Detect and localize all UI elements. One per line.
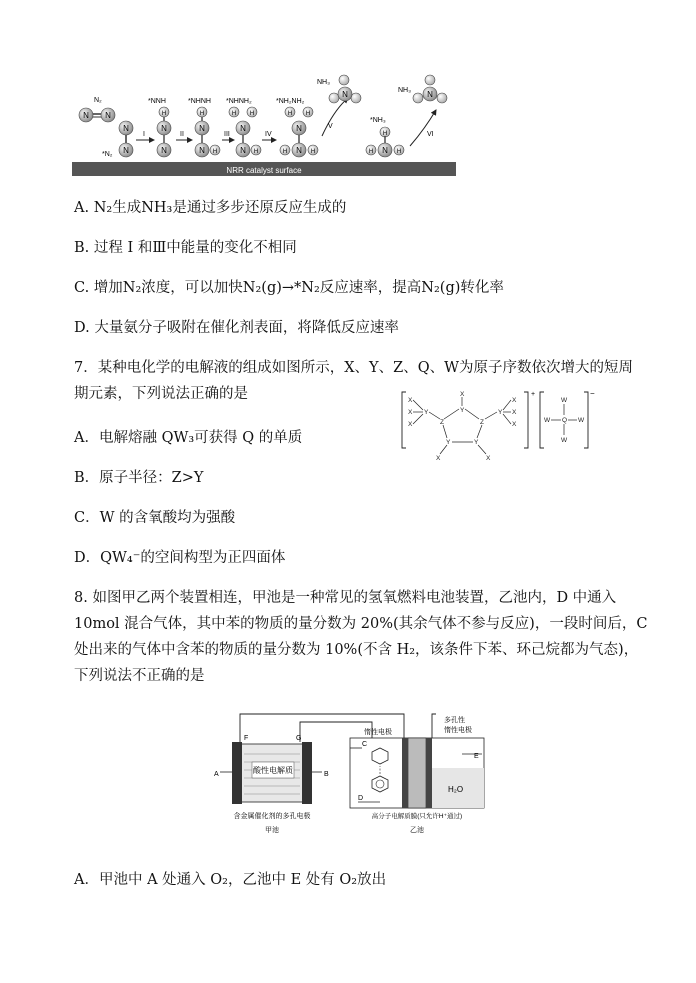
yi-left-electrode xyxy=(402,738,408,808)
svg-text:多孔性: 多孔性 xyxy=(444,717,465,724)
svg-text:+: + xyxy=(531,391,536,398)
svg-text:N: N xyxy=(161,124,167,133)
svg-text:W: W xyxy=(544,417,551,424)
svg-text:W: W xyxy=(578,417,585,424)
svg-text:甲池: 甲池 xyxy=(265,827,279,834)
svg-text:−: − xyxy=(590,389,595,398)
svg-text:*NHNH₂: *NHNH₂ xyxy=(226,98,252,105)
adsorbed-n2 xyxy=(102,121,133,158)
q7-option-a: A．电解熔融 QW₃可获得 Q 的单质 xyxy=(74,430,303,446)
adsorbed-nhnh2 xyxy=(226,98,261,157)
svg-text:F: F xyxy=(244,735,249,742)
adsorbed-nh2nh2 xyxy=(276,98,318,157)
svg-text:VI: VI xyxy=(427,131,434,138)
svg-text:H: H xyxy=(368,149,374,155)
svg-text:X: X xyxy=(512,397,517,404)
svg-text:N: N xyxy=(123,124,129,133)
svg-text:N₂: N₂ xyxy=(94,97,102,104)
svg-text:X: X xyxy=(512,409,517,416)
svg-text:惰性电极: 惰性电极 xyxy=(444,727,472,734)
svg-text:N: N xyxy=(240,124,246,133)
q6-option-b: B. 过程 I 和Ⅲ中能量的变化不相同 xyxy=(74,240,297,256)
svg-text:II: II xyxy=(180,131,184,138)
svg-text:NH₃: NH₃ xyxy=(398,87,411,94)
svg-text:X: X xyxy=(486,455,491,462)
svg-text:Z: Z xyxy=(440,419,444,426)
svg-text:H: H xyxy=(287,111,293,117)
svg-text:X: X xyxy=(408,409,413,416)
n2-gas-molecule xyxy=(79,97,115,122)
jia-left-electrode xyxy=(232,742,242,804)
svg-text:Y: Y xyxy=(460,407,465,414)
svg-text:H: H xyxy=(382,131,388,137)
svg-text:C: C xyxy=(362,741,368,748)
svg-text:惰性电极: 惰性电极 xyxy=(364,729,392,736)
svg-text:III: III xyxy=(224,131,230,138)
nrr-mechanism-figure xyxy=(72,70,462,180)
yi-membrane xyxy=(408,738,426,808)
svg-text:N: N xyxy=(342,90,348,99)
svg-text:*NHNH: *NHNH xyxy=(188,98,211,105)
svg-text:Y: Y xyxy=(424,409,429,416)
svg-text:X: X xyxy=(460,391,465,398)
q8-option-a: A．甲池中 A 处通入 O₂，乙池中 E 处有 O₂放出 xyxy=(74,872,387,888)
svg-text:H: H xyxy=(212,149,218,155)
svg-text:N: N xyxy=(296,146,302,155)
released-nh3-first xyxy=(317,75,361,103)
svg-text:G: G xyxy=(296,735,302,742)
svg-text:N: N xyxy=(83,111,89,120)
svg-text:含金属催化剂的多孔电极: 含金属催化剂的多孔电极 xyxy=(233,813,311,820)
svg-text:H: H xyxy=(199,111,205,117)
svg-text:H: H xyxy=(282,149,288,155)
svg-text:N: N xyxy=(240,146,246,155)
svg-text:X: X xyxy=(408,397,413,404)
svg-text:高分子电解质膜(只允许H⁺通过): 高分子电解质膜(只允许H⁺通过) xyxy=(371,813,463,820)
svg-text:H: H xyxy=(231,111,237,117)
svg-text:N: N xyxy=(427,90,433,99)
svg-text:Z: Z xyxy=(480,419,484,426)
svg-text:H: H xyxy=(161,111,167,117)
svg-text:*N₂: *N₂ xyxy=(102,151,113,158)
svg-text:Y: Y xyxy=(474,439,479,446)
q6-option-d: D. 大量氨分子吸附在催化剂表面，将降低反应速率 xyxy=(74,320,399,336)
svg-text:W: W xyxy=(561,437,568,444)
svg-text:*NH₂NH₂: *NH₂NH₂ xyxy=(276,98,305,105)
q7-option-c: C．W 的含氧酸均为强酸 xyxy=(74,510,236,526)
svg-text:W: W xyxy=(561,397,568,404)
jia-right-electrode xyxy=(302,742,312,804)
q7-option-b: B．原子半径：Z>Y xyxy=(74,470,204,486)
svg-text:Q: Q xyxy=(562,417,568,424)
svg-text:Y: Y xyxy=(498,409,503,416)
svg-text:*NNH: *NNH xyxy=(148,98,166,105)
adsorbed-nh3 xyxy=(366,117,404,157)
svg-text:A: A xyxy=(214,771,219,778)
q7-option-d: D．QW₄⁻的空间构型为正四面体 xyxy=(74,550,286,566)
svg-text:N: N xyxy=(296,124,302,133)
svg-text:Y: Y xyxy=(446,439,451,446)
svg-text:H: H xyxy=(249,111,255,117)
svg-text:H: H xyxy=(253,149,259,155)
q6-option-a: A. N₂生成NH₃是通过多步还原反应生成的 xyxy=(74,200,347,216)
svg-text:X: X xyxy=(512,421,517,428)
svg-text:V: V xyxy=(328,123,333,130)
adsorbed-nhnh xyxy=(188,98,220,157)
q8-stem-line1: 8. 如图甲乙两个装置相连，甲池是一种常见的氢氧燃料电池装置，乙池内，D 中通入 xyxy=(74,590,617,606)
svg-text:X: X xyxy=(408,421,413,428)
svg-text:N: N xyxy=(382,146,388,155)
svg-text:H: H xyxy=(396,149,402,155)
svg-text:N: N xyxy=(123,146,129,155)
svg-text:H: H xyxy=(310,149,316,155)
svg-text:N: N xyxy=(199,146,205,155)
q7-stem-line2: 期元素，下列说法正确的是 xyxy=(74,386,248,402)
svg-text:N: N xyxy=(161,146,167,155)
yi-right-electrode xyxy=(426,738,432,808)
q7-stem-line1: 7．某种电化学的电解液的组成如图所示，X、Y、Z、Q、W为原子序数依次增大的短周 xyxy=(74,360,633,376)
svg-text:NH₃: NH₃ xyxy=(317,79,330,86)
svg-text:*NH₃: *NH₃ xyxy=(370,117,386,124)
svg-text:乙池: 乙池 xyxy=(410,827,424,834)
q8-stem-line4: 下列说法不正确的是 xyxy=(74,668,205,684)
svg-text:B: B xyxy=(324,771,329,778)
svg-text:酸性电解质: 酸性电解质 xyxy=(253,766,293,775)
svg-text:E: E xyxy=(474,753,479,760)
svg-text:I: I xyxy=(143,131,145,138)
released-nh3-second xyxy=(398,75,447,103)
q8-electrolysis-apparatus-figure xyxy=(212,708,494,838)
q7-electrolyte-structure-figure xyxy=(400,388,600,464)
svg-text:H₂O: H₂O xyxy=(448,785,464,794)
surface-label: NRR catalyst surface xyxy=(226,166,302,175)
svg-text:D: D xyxy=(358,795,364,802)
q8-stem-line2: 10mol 混合气体，其中苯的物质的量分数为 20%(其余气体不参与反应)，一段时间后，C xyxy=(74,616,648,632)
svg-text:X: X xyxy=(436,455,441,462)
svg-text:IV: IV xyxy=(265,131,272,138)
svg-text:H: H xyxy=(305,111,311,117)
svg-text:N: N xyxy=(199,124,205,133)
q6-option-c: C. 增加N₂浓度，可以加快N₂(g)→*N₂反应速率，提高N₂(g)转化率 xyxy=(74,280,504,296)
adsorbed-nnh xyxy=(148,98,171,157)
q8-stem-line3: 处出来的气体中含苯的物质的量分数为 10%(不含 H₂，该条件下苯、环己烷都为气态)， xyxy=(74,642,639,658)
svg-text:N: N xyxy=(105,111,111,120)
